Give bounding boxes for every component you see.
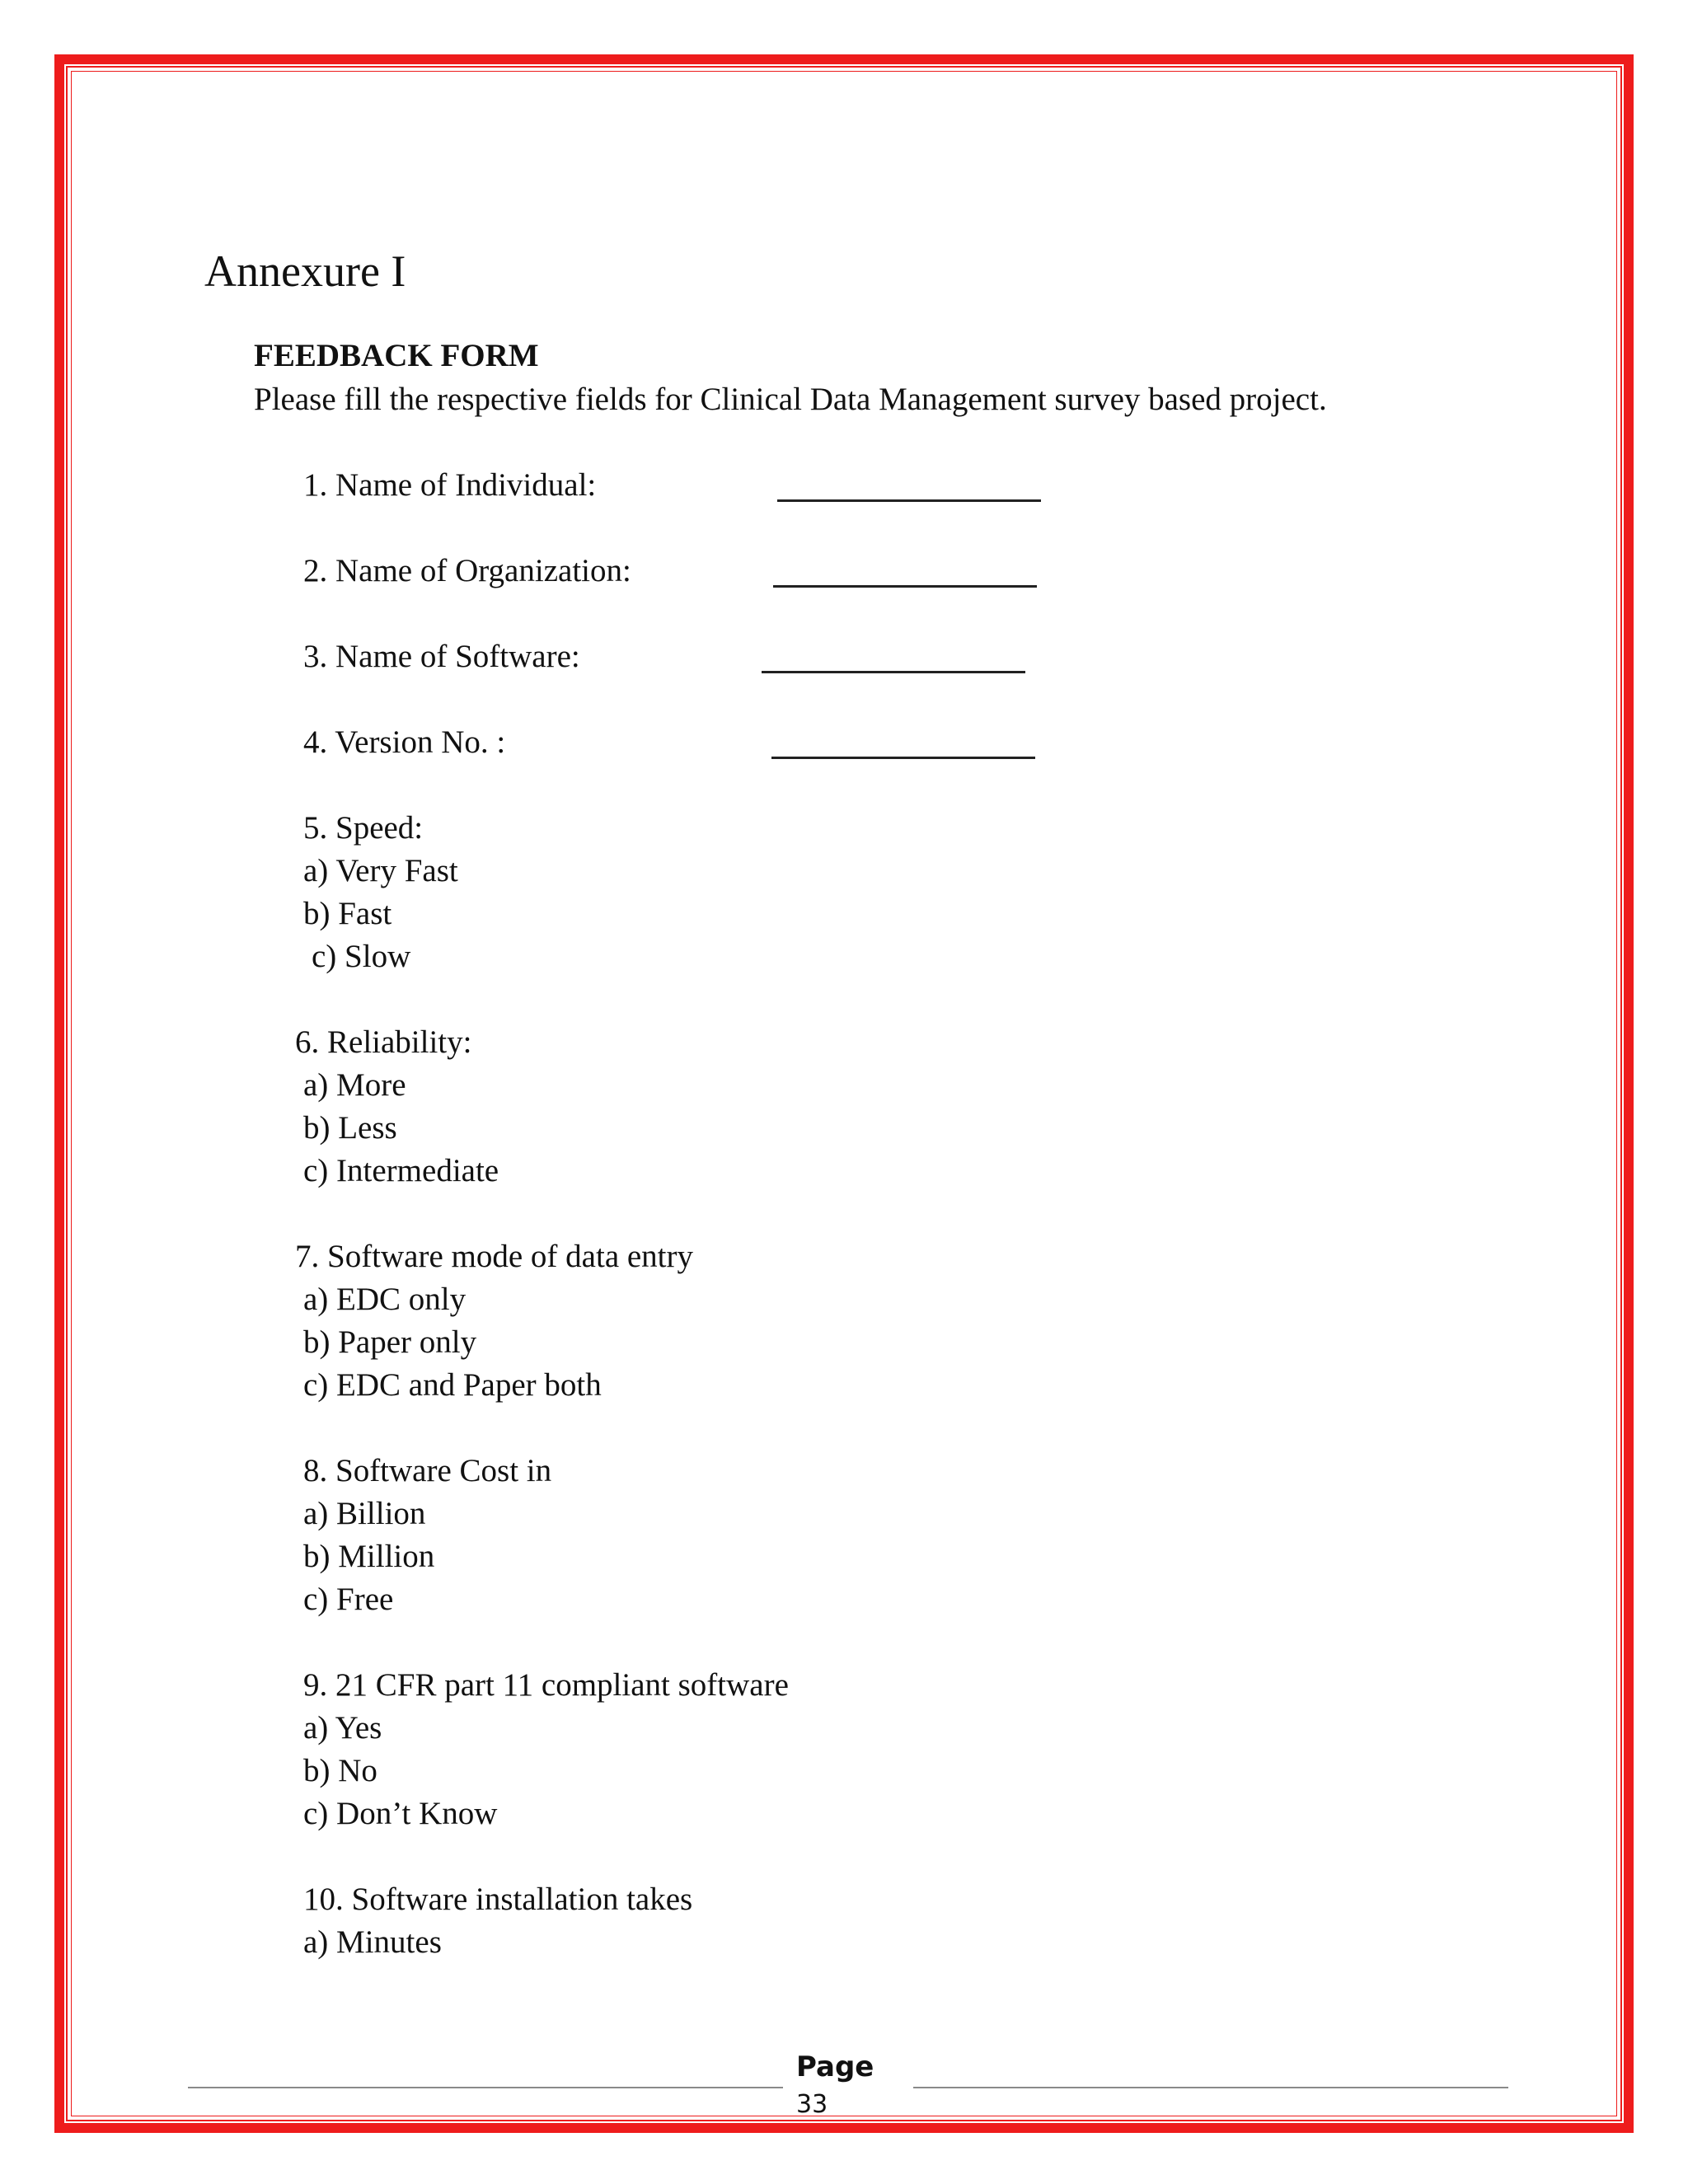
field-blank-software[interactable]	[762, 671, 1025, 673]
question-software-cost: 8. Software Cost in	[303, 1453, 552, 1488]
footer-rule-right	[913, 2087, 1508, 2088]
page-number: 33	[796, 2090, 828, 2113]
option-cost-b: b) Million	[303, 1539, 435, 1574]
field-label-individual: 1. Name of Individual:	[303, 467, 597, 503]
option-cfr-c: c) Don’t Know	[303, 1796, 498, 1831]
field-label-version: 4. Version No. :	[303, 724, 506, 760]
footer-rule-left	[188, 2087, 783, 2088]
form-title: FEEDBACK FORM	[254, 338, 539, 373]
option-data-entry-c: c) EDC and Paper both	[303, 1367, 602, 1403]
annexure-heading: Annexure I	[204, 246, 406, 296]
question-installation-time: 10. Software installation takes	[303, 1882, 693, 1917]
option-speed-a: a) Very Fast	[303, 853, 458, 888]
field-blank-organization[interactable]	[773, 585, 1037, 588]
option-cost-a: a) Billion	[303, 1496, 426, 1531]
field-blank-version[interactable]	[771, 757, 1035, 759]
option-reliability-b: b) Less	[303, 1110, 397, 1146]
form-intro: Please fill the respective fields for Clinical Data Management survey based project.	[254, 382, 1327, 417]
page-label: Page	[796, 2050, 874, 2083]
option-cfr-a: a) Yes	[303, 1710, 382, 1746]
field-blank-individual[interactable]	[777, 499, 1041, 502]
option-data-entry-a: a) EDC only	[303, 1282, 467, 1317]
option-reliability-a: a) More	[303, 1067, 406, 1103]
question-speed: 5. Speed:	[303, 810, 424, 846]
option-cfr-b: b) No	[303, 1753, 377, 1788]
question-cfr-compliance: 9. 21 CFR part 11 compliant software	[303, 1667, 789, 1703]
option-data-entry-b: b) Paper only	[303, 1324, 477, 1360]
question-reliability: 6. Reliability:	[295, 1024, 472, 1060]
field-label-software: 3. Name of Software:	[303, 639, 580, 674]
option-speed-c: c) Slow	[312, 939, 411, 974]
option-cost-c: c) Free	[303, 1582, 394, 1617]
option-installation-a: a) Minutes	[303, 1924, 442, 1960]
option-speed-b: b) Fast	[303, 896, 392, 931]
option-reliability-c: c) Intermediate	[303, 1153, 499, 1188]
field-label-organization: 2. Name of Organization:	[303, 553, 631, 588]
question-data-entry-mode: 7. Software mode of data entry	[295, 1239, 694, 1274]
